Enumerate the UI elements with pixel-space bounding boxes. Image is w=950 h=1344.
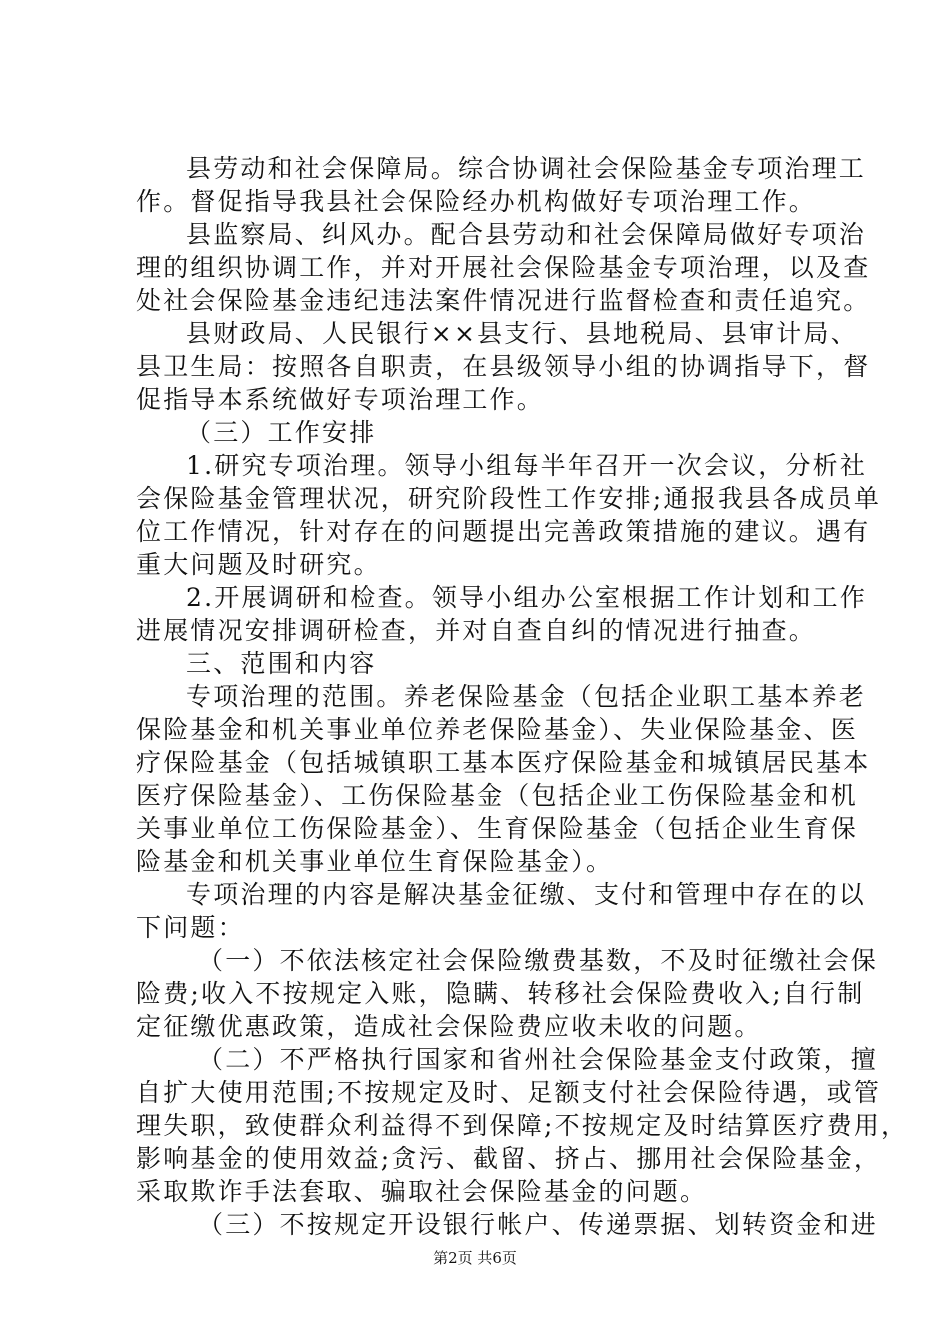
text-line: （三）工作安排 — [186, 418, 377, 447]
text-line: 2.开展调研和检查。领导小组办公室根据工作计划和工作 — [186, 583, 868, 612]
text-line: 专项治理的范围。养老保险基金（包括企业职工基本养老 — [186, 682, 867, 711]
text-line: 作。督促指导我县社会保险经办机构做好专项治理工作。 — [136, 187, 817, 216]
text-line: 重大问题及时研究。 — [136, 550, 381, 579]
text-line: 三、范围和内容 — [186, 649, 377, 678]
text-line: （二）不严格执行国家和省州社会保险基金支付政策，擅 — [198, 1045, 879, 1074]
text-line: 促指导本系统做好专项治理工作。 — [136, 385, 545, 414]
text-line: 县财政局、人民银行××县支行、县地税局、县审计局、 — [186, 319, 858, 348]
text-line: 理失职，致使群众利益得不到保障;不按规定及时结算医疗费用， — [136, 1111, 909, 1140]
text-line: （三）不按规定开设银行帐户、传递票据、划转资金和进 — [198, 1210, 879, 1239]
text-line: 定征缴优惠政策，造成社会保险费应收未收的问题。 — [136, 1012, 762, 1041]
text-line: 采取欺诈手法套取、骗取社会保险基金的问题。 — [136, 1177, 708, 1206]
text-line: 县劳动和社会保障局。综合协调社会保险基金专项治理工 — [186, 154, 867, 183]
text-line: 县卫生局：按照各自职责，在县级领导小组的协调指导下，督 — [136, 352, 871, 381]
page-footer: 第2页 共6页 — [433, 1249, 517, 1267]
text-line: 险基金和机关事业单位生育保险基金）。 — [136, 847, 614, 876]
text-line: 保险基金和机关事业单位养老保险基金）、失业保险基金、医 — [136, 715, 858, 744]
text-line: 疗保险基金（包括城镇职工基本医疗保险基金和城镇居民基本 — [136, 748, 871, 777]
text-line: 自扩大使用范围;不按规定及时、足额支付社会保险待遇，或管 — [136, 1078, 882, 1107]
text-line: 专项治理的内容是解决基金征缴、支付和管理中存在的以 — [186, 880, 867, 909]
text-line: 关事业单位工伤保险基金）、生育保险基金（包括企业生育保 — [136, 814, 858, 843]
text-line: 医疗保险基金）、工伤保险基金（包括企业工伤保险基金和机 — [136, 781, 858, 810]
text-line: 下问题： — [136, 913, 245, 942]
text-line: 进展情况安排调研检查，并对自查自纠的情况进行抽查。 — [136, 616, 817, 645]
text-line: 处社会保险基金违纪违法案件情况进行监督检查和责任追究。 — [136, 286, 871, 315]
text-line: 1.研究专项治理。领导小组每半年召开一次会议，分析社 — [186, 451, 868, 480]
text-line: 位工作情况，针对存在的问题提出完善政策措施的建议。遇有 — [136, 517, 871, 546]
document-body — [136, 152, 909, 1241]
text-line: 理的组织协调工作，并对开展社会保险基金专项治理，以及查 — [136, 253, 871, 282]
text-line: 险费;收入不按规定入账，隐瞒、转移社会保险费收入;自行制 — [136, 979, 865, 1008]
text-line: 县监察局、纠风办。配合县劳动和社会保障局做好专项治 — [186, 220, 867, 249]
text-line: （一）不依法核定社会保险缴费基数，不及时征缴社会保 — [198, 946, 879, 975]
text-line: 影响基金的使用效益;贪污、截留、挤占、挪用社会保险基金， — [136, 1144, 882, 1173]
text-line: 会保险基金管理状况，研究阶段性工作安排;通报我县各成员单 — [136, 484, 882, 513]
